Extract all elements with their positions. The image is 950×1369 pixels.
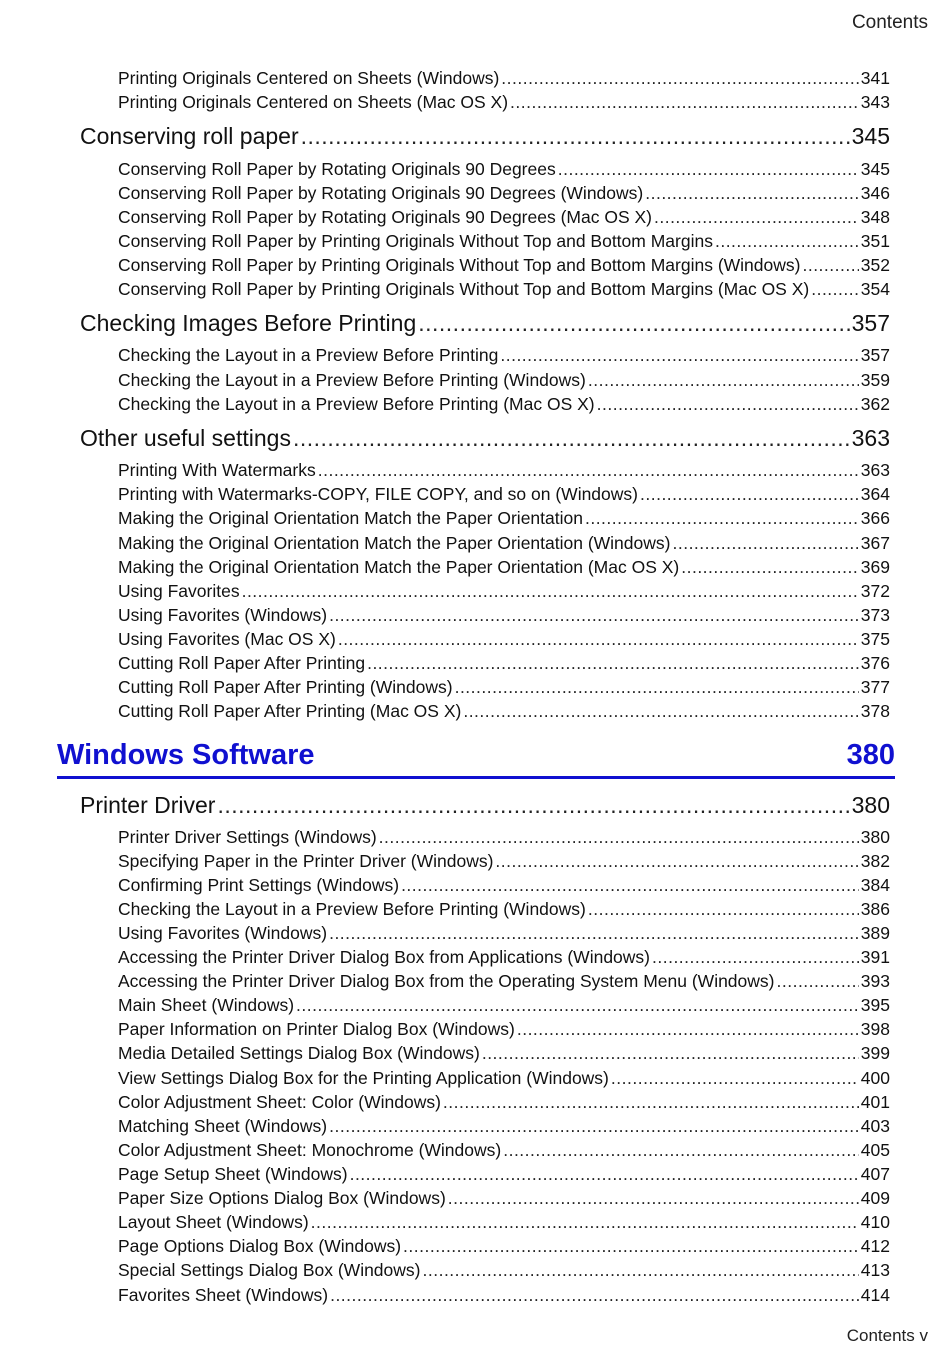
toc-entry-page: 359 bbox=[860, 370, 890, 390]
toc-entry-title: Page Setup Sheet (Windows) bbox=[118, 1164, 348, 1184]
toc-entry[interactable] bbox=[118, 1041, 890, 1065]
toc-entry-page: 389 bbox=[860, 923, 890, 943]
toc-entry-title: Using Favorites (Windows) bbox=[118, 923, 328, 943]
toc-entry[interactable] bbox=[118, 1258, 890, 1282]
leader-dots bbox=[443, 1090, 859, 1114]
toc-entry-page: 382 bbox=[860, 851, 890, 871]
toc-section-page: 345 bbox=[851, 123, 890, 149]
leader-dots bbox=[367, 651, 859, 675]
leader-dots bbox=[423, 1258, 859, 1282]
toc-entry[interactable] bbox=[118, 1234, 890, 1258]
toc-entry[interactable] bbox=[118, 873, 890, 897]
toc-entry[interactable] bbox=[118, 627, 890, 651]
leader-dots bbox=[455, 675, 859, 699]
toc-entry-page: 366 bbox=[860, 508, 890, 528]
toc-entry-title: Making the Original Orientation Match the Paper Orientation (Windows) bbox=[118, 533, 671, 553]
toc-entry[interactable] bbox=[118, 368, 890, 392]
toc-entry[interactable] bbox=[118, 482, 890, 506]
toc-entry-page: 345 bbox=[860, 159, 890, 179]
toc-entry-title: Conserving Roll Paper by Rotating Originals 90 Degrees (Mac OS X) bbox=[118, 207, 652, 227]
leader-dots bbox=[217, 790, 849, 820]
toc-entry-title: Cutting Roll Paper After Printing (Mac OS X) bbox=[118, 701, 462, 721]
toc-entry[interactable] bbox=[118, 66, 890, 90]
toc-entry-title: Making the Original Orientation Match the Paper Orientation (Mac OS X) bbox=[118, 557, 680, 577]
chapter-page: 380 bbox=[846, 738, 895, 771]
toc-section-page: 357 bbox=[851, 310, 890, 336]
toc-entry-page: 414 bbox=[860, 1285, 890, 1305]
leader-dots bbox=[329, 1114, 859, 1138]
leader-dots bbox=[597, 392, 859, 416]
toc-entry[interactable] bbox=[118, 993, 890, 1017]
toc-entry[interactable] bbox=[118, 392, 890, 416]
toc-entry-title: Conserving Roll Paper by Printing Originals Without Top and Bottom Margins bbox=[118, 231, 713, 251]
leader-dots bbox=[500, 343, 858, 367]
toc-entry-page: 364 bbox=[860, 484, 890, 504]
leader-dots bbox=[672, 531, 858, 555]
toc-section[interactable] bbox=[80, 308, 890, 338]
toc-entry-title: Matching Sheet (Windows) bbox=[118, 1116, 328, 1136]
toc-entry[interactable] bbox=[118, 277, 890, 301]
toc-entry-title: Printing Originals Centered on Sheets (Windows) bbox=[118, 68, 500, 88]
toc-entry[interactable] bbox=[118, 897, 890, 921]
toc-entry-title: Cutting Roll Paper After Printing (Windows) bbox=[118, 677, 453, 697]
toc-entry-title: Printing with Watermarks-COPY, FILE COPY, and so on (Windows) bbox=[118, 484, 638, 504]
leader-dots bbox=[448, 1186, 859, 1210]
toc-section-title: Other useful settings bbox=[80, 425, 291, 451]
toc-entry-title: Accessing the Printer Driver Dialog Box from the Operating System Menu (Windows) bbox=[118, 971, 775, 991]
toc-entry[interactable] bbox=[118, 651, 890, 675]
toc-entry-title: Color Adjustment Sheet: Monochrome (Windows) bbox=[118, 1140, 502, 1160]
leader-dots bbox=[379, 825, 859, 849]
leader-dots bbox=[517, 1017, 859, 1041]
leader-dots bbox=[588, 897, 859, 921]
toc-entry-title: Making the Original Orientation Match the Paper Orientation bbox=[118, 508, 583, 528]
toc-entry-page: 346 bbox=[860, 183, 890, 203]
toc-entry-title: Printer Driver Settings (Windows) bbox=[118, 827, 377, 847]
toc-entry-title: Accessing the Printer Driver Dialog Box from Applications (Windows) bbox=[118, 947, 650, 967]
leader-dots bbox=[418, 308, 849, 338]
toc-entry[interactable] bbox=[118, 531, 890, 555]
toc-entry-title: Printing Originals Centered on Sheets (Mac OS X) bbox=[118, 92, 509, 112]
toc-entry-page: 410 bbox=[860, 1212, 890, 1232]
toc-entry[interactable] bbox=[118, 181, 890, 205]
toc-entry[interactable] bbox=[118, 205, 890, 229]
toc-entry-title: Main Sheet (Windows) bbox=[118, 995, 295, 1015]
toc-entry-page: 363 bbox=[860, 460, 890, 480]
leader-dots bbox=[611, 1066, 859, 1090]
toc-entry-page: 413 bbox=[860, 1260, 890, 1280]
toc-entry-page: 352 bbox=[860, 255, 890, 275]
toc-section-page: 380 bbox=[851, 792, 890, 818]
toc-entry-title: Page Options Dialog Box (Windows) bbox=[118, 1236, 402, 1256]
leader-dots bbox=[318, 458, 859, 482]
chapter-heading[interactable] bbox=[57, 734, 895, 779]
toc-entry[interactable] bbox=[118, 1066, 890, 1090]
toc-entry-title: Favorites Sheet (Windows) bbox=[118, 1285, 329, 1305]
toc-entry-title: Conserving Roll Paper by Printing Originals Without Top and Bottom Margins (Mac OS X) bbox=[118, 279, 810, 299]
toc-entry-title: Checking the Layout in a Preview Before Printing (Windows) bbox=[118, 899, 586, 919]
toc-entry[interactable] bbox=[118, 229, 890, 253]
toc-entry-page: 409 bbox=[860, 1188, 890, 1208]
toc-section-page: 363 bbox=[851, 425, 890, 451]
toc-section-title: Checking Images Before Printing bbox=[80, 310, 417, 336]
toc-entry-title: Using Favorites (Windows) bbox=[118, 605, 328, 625]
toc-entry[interactable] bbox=[118, 921, 890, 945]
leader-dots bbox=[463, 699, 858, 723]
leader-dots bbox=[482, 1041, 859, 1065]
toc-entry-page: 351 bbox=[860, 231, 890, 251]
page-header-title: Contents bbox=[851, 12, 928, 33]
leader-dots bbox=[403, 1234, 859, 1258]
toc-entry-page: 348 bbox=[860, 207, 890, 227]
leader-dots bbox=[811, 277, 859, 301]
toc-entry-title: Layout Sheet (Windows) bbox=[118, 1212, 309, 1232]
leader-dots bbox=[558, 157, 859, 181]
toc-entry[interactable] bbox=[118, 1210, 890, 1234]
leader-dots bbox=[350, 1162, 859, 1186]
leader-dots bbox=[645, 181, 859, 205]
toc-entry-title: Checking the Layout in a Preview Before Printing (Mac OS X) bbox=[118, 394, 595, 414]
toc-entry-page: 393 bbox=[860, 971, 890, 991]
toc-entry-title: Conserving Roll Paper by Rotating Originals 90 Degrees bbox=[118, 159, 556, 179]
toc-entry-title: Using Favorites bbox=[118, 581, 240, 601]
toc-entry-title: Using Favorites (Mac OS X) bbox=[118, 629, 336, 649]
toc-section[interactable] bbox=[80, 423, 890, 453]
leader-dots bbox=[311, 1210, 859, 1234]
toc-entry-title: Confirming Print Settings (Windows) bbox=[118, 875, 400, 895]
toc-entry[interactable] bbox=[118, 1138, 890, 1162]
leader-dots bbox=[715, 229, 859, 253]
toc-entry-page: 398 bbox=[860, 1019, 890, 1039]
toc-entry[interactable] bbox=[118, 825, 890, 849]
toc-entry[interactable] bbox=[118, 1186, 890, 1210]
toc-entry-page: 399 bbox=[860, 1043, 890, 1063]
leader-dots bbox=[242, 579, 859, 603]
toc-entry[interactable] bbox=[118, 579, 890, 603]
leader-dots bbox=[501, 66, 859, 90]
toc-entry[interactable] bbox=[118, 945, 890, 969]
toc-entry-page: 407 bbox=[860, 1164, 890, 1184]
toc-entry-page: 376 bbox=[860, 653, 890, 673]
leader-dots bbox=[329, 921, 859, 945]
toc-entry[interactable] bbox=[118, 253, 890, 277]
leader-dots bbox=[329, 603, 859, 627]
toc-entry[interactable] bbox=[118, 699, 890, 723]
toc-section-title: Printer Driver bbox=[80, 792, 216, 818]
toc-entry-page: 357 bbox=[860, 345, 890, 365]
toc-entry[interactable] bbox=[118, 1283, 890, 1307]
toc-entry-page: 386 bbox=[860, 899, 890, 919]
toc-entry[interactable] bbox=[118, 969, 890, 993]
toc-entry[interactable] bbox=[118, 343, 890, 367]
leader-dots bbox=[495, 849, 858, 873]
toc-entry[interactable] bbox=[118, 675, 890, 699]
toc-entry-title: Color Adjustment Sheet: Color (Windows) bbox=[118, 1092, 441, 1112]
chapter-title: Windows Software bbox=[57, 738, 315, 771]
toc-entry-title: Specifying Paper in the Printer Driver (Windows) bbox=[118, 851, 494, 871]
leader-dots bbox=[681, 555, 859, 579]
leader-dots bbox=[802, 253, 858, 277]
toc-entry[interactable] bbox=[118, 506, 890, 530]
toc-entry-title: Conserving Roll Paper by Rotating Originals 90 Degrees (Windows) bbox=[118, 183, 644, 203]
toc-entry[interactable] bbox=[118, 603, 890, 627]
toc-entry[interactable] bbox=[118, 157, 890, 181]
toc-entry-title: Paper Size Options Dialog Box (Windows) bbox=[118, 1188, 446, 1208]
toc-entry-page: 400 bbox=[860, 1068, 890, 1088]
toc-entry[interactable] bbox=[118, 458, 890, 482]
leader-dots bbox=[338, 627, 859, 651]
toc-entry-page: 362 bbox=[860, 394, 890, 414]
toc-entry-title: Checking the Layout in a Preview Before Printing (Windows) bbox=[118, 370, 586, 390]
toc-entry-page: 341 bbox=[860, 68, 890, 88]
page-footer: Contents v bbox=[846, 1326, 928, 1345]
toc-entry-page: 369 bbox=[860, 557, 890, 577]
toc-section[interactable] bbox=[80, 790, 890, 820]
toc-entry-page: 378 bbox=[860, 701, 890, 721]
leader-dots bbox=[652, 945, 859, 969]
leader-dots bbox=[301, 121, 850, 151]
toc-entry[interactable] bbox=[118, 1162, 890, 1186]
toc-entry[interactable] bbox=[118, 555, 890, 579]
leader-dots bbox=[654, 205, 859, 229]
leader-dots bbox=[296, 993, 859, 1017]
toc-entry-page: 373 bbox=[860, 605, 890, 625]
toc-entry-page: 367 bbox=[860, 533, 890, 553]
toc-entry-page: 412 bbox=[860, 1236, 890, 1256]
toc-entry[interactable] bbox=[118, 849, 890, 873]
toc-entry-title: Special Settings Dialog Box (Windows) bbox=[118, 1260, 421, 1280]
toc-entry[interactable] bbox=[118, 90, 890, 114]
leader-dots bbox=[293, 423, 850, 453]
toc-entry[interactable] bbox=[118, 1090, 890, 1114]
toc-entry-page: 403 bbox=[860, 1116, 890, 1136]
toc-section-title: Conserving roll paper bbox=[80, 123, 299, 149]
toc-entry-page: 375 bbox=[860, 629, 890, 649]
toc-entry-title: View Settings Dialog Box for the Printing Application (Windows) bbox=[118, 1068, 609, 1088]
toc-entry-page: 401 bbox=[860, 1092, 890, 1112]
toc-entry-page: 377 bbox=[860, 677, 890, 697]
leader-dots bbox=[401, 873, 859, 897]
toc-entry-title: Printing With Watermarks bbox=[118, 460, 316, 480]
toc-entry-title: Cutting Roll Paper After Printing bbox=[118, 653, 366, 673]
toc-entry-title: Media Detailed Settings Dialog Box (Windows) bbox=[118, 1043, 480, 1063]
toc-section[interactable] bbox=[80, 121, 890, 151]
leader-dots bbox=[585, 506, 859, 530]
toc-entry-page: 354 bbox=[860, 279, 890, 299]
toc-entry[interactable] bbox=[118, 1017, 890, 1041]
toc-entry-page: 372 bbox=[860, 581, 890, 601]
leader-dots bbox=[510, 90, 859, 114]
toc-entry-page: 405 bbox=[860, 1140, 890, 1160]
leader-dots bbox=[330, 1283, 859, 1307]
toc-entry-page: 343 bbox=[860, 92, 890, 112]
leader-dots bbox=[640, 482, 859, 506]
toc-entry-page: 391 bbox=[860, 947, 890, 967]
toc-entry-title: Conserving Roll Paper by Printing Originals Without Top and Bottom Margins (Windows) bbox=[118, 255, 801, 275]
toc-entry-title: Paper Information on Printer Dialog Box (Windows) bbox=[118, 1019, 515, 1039]
toc-entry[interactable] bbox=[118, 1114, 890, 1138]
toc-entry-page: 395 bbox=[860, 995, 890, 1015]
toc-entry-title: Checking the Layout in a Preview Before Printing bbox=[118, 345, 499, 365]
toc-entry-page: 380 bbox=[860, 827, 890, 847]
toc-entry-page: 384 bbox=[860, 875, 890, 895]
leader-dots bbox=[588, 368, 859, 392]
leader-dots bbox=[503, 1138, 859, 1162]
leader-dots bbox=[777, 969, 859, 993]
